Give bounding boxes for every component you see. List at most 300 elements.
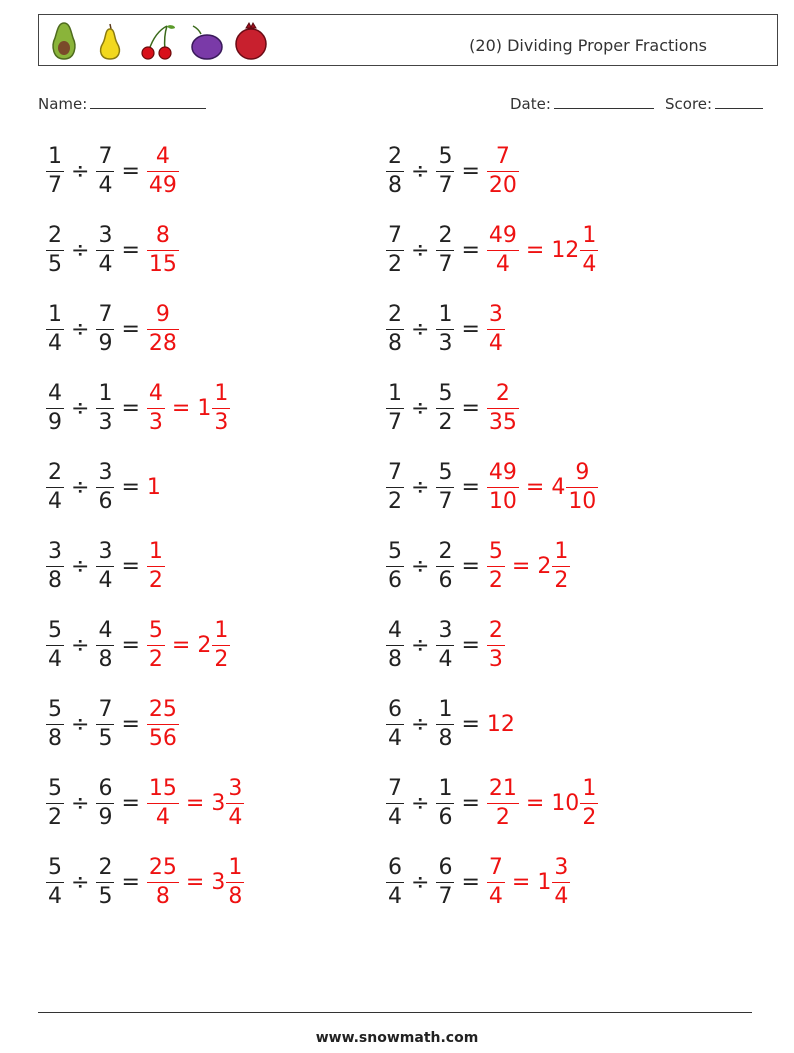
dividend-fraction-numerator: 5 [388,538,402,564]
answer-fraction-numerator: 7 [495,143,510,169]
answer-whole: 12 [486,711,515,737]
equals-sign: = [461,474,480,500]
answer-fraction-bar [147,566,165,567]
dividend-fraction-bar [46,171,64,172]
divisor-fraction-numerator: 3 [98,459,113,485]
divisor-fraction [96,696,114,751]
equals-sign: = [525,474,545,500]
dividend-fraction-bar [46,645,64,646]
dividend-fraction-numerator: 7 [388,459,402,485]
answer-fraction-bar [487,408,519,409]
dividend-fraction-denominator: 4 [48,646,62,672]
divisor-fraction [436,459,454,514]
score-line[interactable] [715,94,763,109]
divisor-fraction-numerator: 1 [438,696,453,722]
divide-sign: ÷ [411,790,430,816]
answer-fraction-denominator: 56 [148,725,177,751]
mixed-whole: 4 [551,474,566,500]
answer-fraction-bar [147,724,179,725]
mixed-fraction [226,775,244,830]
divisor-fraction [436,538,454,593]
answer-fraction-numerator: 4 [155,143,170,169]
dividend-fraction-denominator: 4 [388,804,402,830]
divisor-fraction-bar [96,487,114,488]
divisor-fraction-bar [436,882,454,883]
equals-sign: = [171,395,191,421]
equals-sign: = [121,790,140,816]
dividend-fraction-numerator: 1 [48,301,62,327]
footer-divider [38,1012,752,1013]
dividend-fraction-denominator: 7 [388,409,402,435]
dividend-fraction-numerator: 4 [48,380,62,406]
mixed-numerator: 1 [582,222,597,248]
dividend-fraction [46,696,64,751]
divide-sign: ÷ [411,237,430,263]
equals-sign: = [121,869,140,895]
answer-fraction-bar [147,882,179,883]
divide-sign: ÷ [411,869,430,895]
answer-fraction-denominator: 3 [488,646,503,672]
divisor-fraction-denominator: 7 [438,488,453,514]
divisor-fraction-denominator: 8 [98,646,113,672]
date-line[interactable] [554,94,654,109]
dividend-fraction [386,775,404,830]
divisor-fraction [436,380,454,435]
dividend-fraction-numerator: 2 [388,143,402,169]
answer-fraction [487,538,505,593]
answer-fraction [147,854,179,909]
problem-item [386,694,515,754]
divisor-fraction [96,854,114,909]
divide-sign: ÷ [411,316,430,342]
mixed-bar [552,882,570,883]
dividend-fraction-denominator: 4 [48,488,62,514]
divisor-fraction-denominator: 6 [98,488,113,514]
date-label: Date: [510,95,551,113]
dividend-fraction-numerator: 6 [388,854,402,880]
divide-sign: ÷ [71,316,90,342]
divide-sign: ÷ [71,553,90,579]
answer-fraction-bar [487,566,505,567]
mixed-denominator: 2 [582,804,597,830]
mixed-numerator: 3 [228,775,243,801]
answer-fraction-bar [487,250,519,251]
divisor-fraction-bar [96,171,114,172]
problem-item [46,694,179,754]
dividend-fraction-numerator: 2 [48,459,62,485]
divisor-fraction-denominator: 5 [98,725,113,751]
equals-sign: = [525,237,545,263]
divisor-fraction-numerator: 1 [438,775,453,801]
divisor-fraction [96,617,114,672]
mixed-whole: 3 [211,790,226,816]
divisor-fraction-denominator: 7 [438,883,453,909]
answer-fraction-numerator: 9 [155,301,170,327]
dividend-fraction [386,301,404,356]
dividend-fraction [386,380,404,435]
answer-fraction-bar [487,171,519,172]
mixed-denominator: 2 [554,567,569,593]
divisor-fraction [96,222,114,277]
equals-sign: = [461,632,480,658]
mixed-numerator: 1 [214,617,229,643]
divide-sign: ÷ [411,395,430,421]
answer-fraction-denominator: 4 [495,251,510,277]
dividend-fraction-bar [46,487,64,488]
mixed-denominator: 4 [582,251,597,277]
mixed-bar [580,803,598,804]
divisor-fraction-bar [96,724,114,725]
problem-item [386,378,519,438]
equals-sign: = [461,711,480,737]
dividend-fraction-bar [386,250,404,251]
dividend-fraction-denominator: 8 [48,725,62,751]
answer-fraction-denominator: 49 [148,172,177,198]
dividend-fraction [46,143,64,198]
divisor-fraction [436,696,454,751]
dividend-fraction-bar [46,724,64,725]
mixed-bar [580,250,598,251]
mixed-numerator: 1 [214,380,229,406]
equals-sign: = [171,632,191,658]
mixed-numerator: 1 [554,538,569,564]
divisor-fraction [436,775,454,830]
dividend-fraction [386,143,404,198]
dividend-fraction [386,696,404,751]
answer-fraction [147,696,179,751]
problem-item [46,378,230,438]
equals-sign: = [461,395,480,421]
mixed-fraction [580,775,598,830]
answer-fraction-denominator: 2 [488,567,503,593]
date-field [510,94,654,113]
dividend-fraction [46,301,64,356]
divide-sign: ÷ [71,790,90,816]
equals-sign: = [121,395,140,421]
problem-item [46,852,244,912]
answer-fraction [487,222,519,277]
dividend-fraction-denominator: 4 [388,883,402,909]
equals-sign: = [121,553,140,579]
answer-fraction-numerator: 21 [488,775,517,801]
dividend-fraction-bar [46,408,64,409]
pear-icon [95,20,125,62]
divisor-fraction-denominator: 6 [438,567,453,593]
dividend-fraction-bar [386,645,404,646]
dividend-fraction-denominator: 2 [48,804,62,830]
answer-fraction-bar [147,329,179,330]
answer-fraction-denominator: 4 [488,330,503,356]
answer-fraction-bar [487,882,505,883]
problem-item [386,536,570,596]
answer-fraction [487,143,519,198]
divisor-fraction-bar [96,803,114,804]
dividend-fraction-bar [386,566,404,567]
answer-fraction [147,538,165,593]
equals-sign: = [121,158,140,184]
mixed-whole: 3 [211,869,226,895]
divisor-fraction [96,775,114,830]
dividend-fraction-denominator: 4 [388,725,402,751]
answer-fraction-numerator: 2 [495,380,510,406]
problem-item [46,457,161,517]
divisor-fraction [436,617,454,672]
equals-sign: = [461,790,480,816]
divisor-fraction-numerator: 5 [438,380,453,406]
dividend-fraction-bar [386,487,404,488]
cherries-icon [137,20,177,62]
divisor-fraction [436,301,454,356]
mixed-denominator: 4 [554,883,569,909]
worksheet-title: (20) Dividing Proper Fractions [469,36,707,55]
mixed-bar [226,803,244,804]
answer-fraction-bar [147,171,179,172]
dividend-fraction-numerator: 5 [48,854,62,880]
mixed-whole: 2 [537,553,552,579]
dividend-fraction-numerator: 1 [388,380,402,406]
answer-fraction-numerator: 25 [148,854,177,880]
divisor-fraction-denominator: 7 [438,172,453,198]
divisor-fraction-bar [96,882,114,883]
dividend-fraction-bar [46,329,64,330]
name-line[interactable] [90,94,206,109]
divisor-fraction-numerator: 3 [98,538,113,564]
answer-fraction [487,775,519,830]
mixed-bar [566,487,598,488]
dividend-fraction-denominator: 8 [388,330,402,356]
mixed-whole: 1 [197,395,212,421]
divisor-fraction-numerator: 7 [98,696,113,722]
problem-item [386,615,505,675]
mixed-bar [212,408,230,409]
mixed-denominator: 2 [214,646,229,672]
answer-fraction-bar [487,645,505,646]
equals-sign: = [121,711,140,737]
answer-fraction-bar [487,329,505,330]
divide-sign: ÷ [411,158,430,184]
problem-item [386,852,570,912]
problem-item [386,141,519,201]
equals-sign: = [461,869,480,895]
answer-fraction-bar [147,250,179,251]
answer-fraction [487,854,505,909]
dividend-fraction-numerator: 3 [48,538,62,564]
problem-item [386,457,598,517]
dividend-fraction-bar [46,803,64,804]
mixed-denominator: 10 [568,488,597,514]
divisor-fraction-numerator: 1 [98,380,113,406]
equals-sign: = [511,869,531,895]
divisor-fraction [96,538,114,593]
equals-sign: = [461,237,480,263]
equals-sign: = [461,316,480,342]
dividend-fraction-denominator: 4 [48,330,62,356]
divisor-fraction-denominator: 4 [98,172,113,198]
divisor-fraction-denominator: 9 [98,330,113,356]
divisor-fraction-denominator: 4 [438,646,453,672]
dividend-fraction-numerator: 1 [48,143,62,169]
mixed-bar [212,645,230,646]
divisor-fraction-numerator: 5 [438,143,453,169]
divisor-fraction [96,459,114,514]
equals-sign: = [185,790,205,816]
dividend-fraction [46,380,64,435]
answer-fraction-denominator: 4 [488,883,503,909]
divisor-fraction-denominator: 7 [438,251,453,277]
divisor-fraction-denominator: 9 [98,804,113,830]
divisor-fraction-numerator: 3 [438,617,453,643]
dividend-fraction-bar [386,171,404,172]
answer-fraction-numerator: 49 [488,459,517,485]
answer-fraction-denominator: 2 [148,567,163,593]
equals-sign: = [121,474,140,500]
mixed-fraction [552,854,570,909]
mixed-numerator: 9 [575,459,590,485]
divide-sign: ÷ [71,711,90,737]
dividend-fraction [46,538,64,593]
score-field [665,94,763,113]
dividend-fraction-numerator: 5 [48,696,62,722]
answer-fraction-numerator: 5 [148,617,163,643]
dividend-fraction-bar [386,329,404,330]
divide-sign: ÷ [71,237,90,263]
divide-sign: ÷ [71,474,90,500]
name-field [38,94,206,113]
equals-sign: = [525,790,545,816]
problem-item [386,773,598,833]
mixed-fraction [212,617,230,672]
mixed-fraction [566,459,598,514]
problem-item [386,299,505,359]
answer-fraction-numerator: 2 [488,617,503,643]
dividend-fraction-bar [386,882,404,883]
mixed-numerator: 1 [228,854,243,880]
divisor-fraction-numerator: 2 [438,222,453,248]
divisor-fraction-numerator: 6 [438,854,453,880]
answer-fraction-denominator: 20 [488,172,517,198]
mixed-fraction [580,222,598,277]
answer-fraction-denominator: 28 [148,330,177,356]
dividend-fraction-denominator: 2 [388,488,402,514]
divisor-fraction-numerator: 2 [438,538,453,564]
divisor-fraction-bar [436,250,454,251]
answer-fraction-numerator: 4 [148,380,163,406]
mixed-fraction [552,538,570,593]
dividend-fraction [46,775,64,830]
divisor-fraction-numerator: 2 [98,854,113,880]
dividend-fraction-denominator: 5 [48,251,62,277]
divisor-fraction-numerator: 7 [98,301,113,327]
answer-fraction-numerator: 3 [488,301,503,327]
mixed-denominator: 3 [214,409,229,435]
dividend-fraction-denominator: 9 [48,409,62,435]
answer-fraction-denominator: 2 [495,804,510,830]
dividend-fraction-denominator: 8 [388,172,402,198]
dividend-fraction-denominator: 7 [48,172,62,198]
divisor-fraction-bar [96,408,114,409]
answer-fraction [147,222,179,277]
dividend-fraction [46,459,64,514]
answer-fraction-denominator: 4 [155,804,170,830]
answer-fraction [487,380,519,435]
answer-fraction [147,143,179,198]
problem-item [46,773,244,833]
mixed-fraction [212,380,230,435]
divisor-fraction-denominator: 3 [438,330,453,356]
mixed-whole: 1 [537,869,552,895]
problem-item [46,615,230,675]
problem-item [46,220,179,280]
dividend-fraction-numerator: 2 [388,301,402,327]
mixed-bar [552,566,570,567]
divide-sign: ÷ [411,553,430,579]
divide-sign: ÷ [411,474,430,500]
dividend-fraction-numerator: 4 [388,617,402,643]
divisor-fraction-denominator: 4 [98,567,113,593]
divisor-fraction-bar [436,487,454,488]
answer-fraction-denominator: 35 [488,409,517,435]
divisor-fraction [96,380,114,435]
divisor-fraction-numerator: 6 [98,775,113,801]
divisor-fraction [96,301,114,356]
answer-fraction-denominator: 3 [148,409,163,435]
dividend-fraction-denominator: 2 [388,251,402,277]
answer-fraction-numerator: 15 [148,775,177,801]
problem-item [46,299,179,359]
answer-fraction-numerator: 7 [488,854,503,880]
dividend-fraction-numerator: 2 [48,222,62,248]
divisor-fraction-bar [436,803,454,804]
dividend-fraction-bar [386,803,404,804]
divisor-fraction [436,222,454,277]
answer-fraction [487,617,505,672]
dividend-fraction-numerator: 6 [388,696,402,722]
answer-fraction-denominator: 15 [148,251,177,277]
equals-sign: = [461,553,480,579]
divisor-fraction-bar [436,645,454,646]
equals-sign: = [461,158,480,184]
dividend-fraction-denominator: 6 [388,567,402,593]
answer-fraction-bar [487,487,519,488]
mixed-fraction [226,854,244,909]
avocado-icon [49,20,79,62]
dividend-fraction-numerator: 7 [388,222,402,248]
dividend-fraction [46,222,64,277]
dividend-fraction [386,617,404,672]
divisor-fraction-bar [436,408,454,409]
divisor-fraction-numerator: 7 [98,143,113,169]
dividend-fraction [386,459,404,514]
divisor-fraction [436,143,454,198]
divide-sign: ÷ [71,869,90,895]
mixed-whole: 2 [197,632,212,658]
equals-sign: = [185,869,205,895]
dividend-fraction-denominator: 8 [48,567,62,593]
mixed-bar [226,882,244,883]
divide-sign: ÷ [411,711,430,737]
divisor-fraction-bar [96,566,114,567]
dividend-fraction [386,222,404,277]
answer-fraction-numerator: 49 [488,222,517,248]
divisor-fraction-bar [96,250,114,251]
mixed-whole: 12 [551,237,580,263]
answer-fraction [147,301,179,356]
dividend-fraction-numerator: 7 [388,775,402,801]
answer-fraction [147,617,165,672]
mixed-whole: 10 [551,790,580,816]
answer-fraction-bar [487,803,519,804]
answer-fraction-bar [147,645,165,646]
